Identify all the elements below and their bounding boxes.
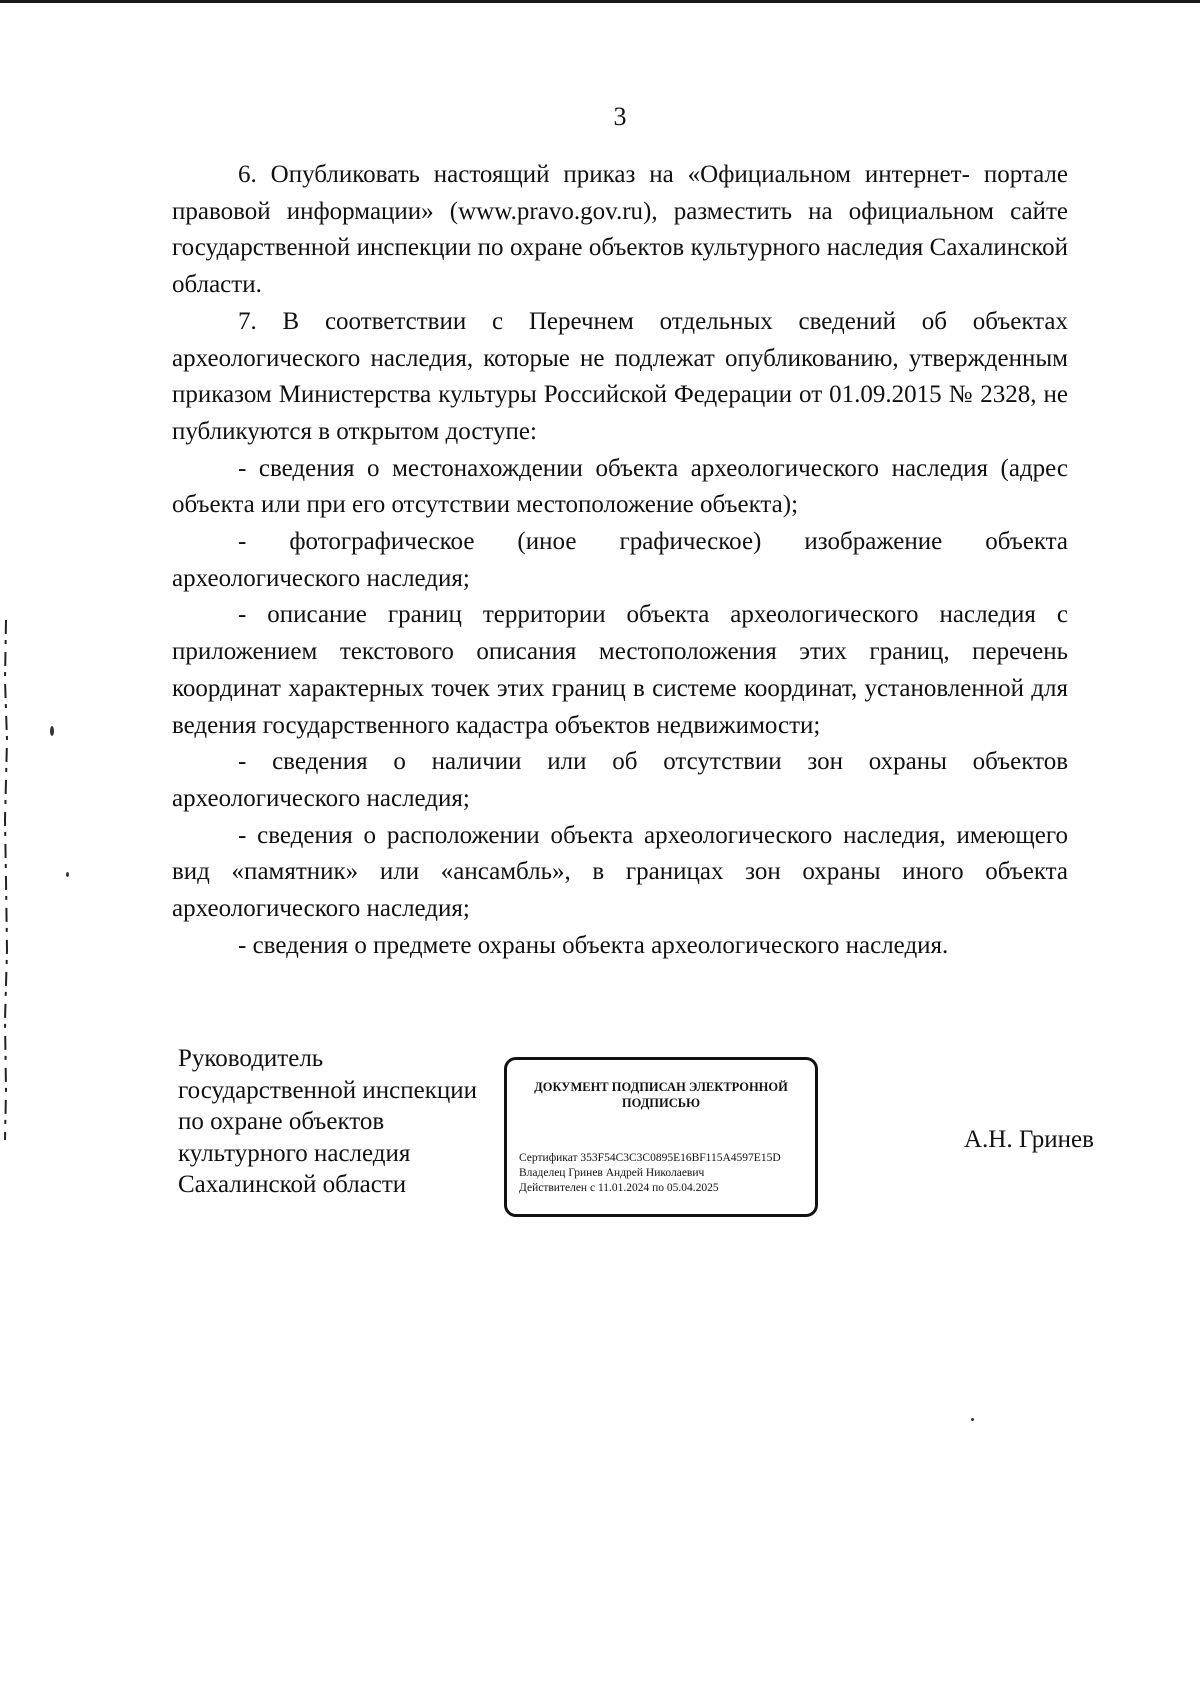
signer-name: А.Н. Гринев [964,1126,1094,1153]
electronic-signature-stamp [504,1057,818,1217]
stamp-heading: ДОКУМЕНТ ПОДПИСАН ЭЛЕКТРОННОЙ ПОДПИСЬЮ [534,1080,788,1110]
list-item: - сведения о расположении объекта археологического наследия, имеющего вид «памятник» или «ансамбль», в границах зон охраны иного объекта археологического наследия; [172,821,1068,923]
top-border-line [0,0,1200,3]
stamp-validity: Действителен с 11.01.2024 по 05.04.2025 [519,1182,719,1194]
scan-speck [50,726,54,736]
list-item: - сведения о местонахождении объекта археологического наследия (адрес объекта или при его отсутствии местоположение объекта); [172,454,1068,519]
paragraph-6: 6. Опубликовать настоящий приказ на «Официальном интернет- портале правовой информации» (www.pravo.gov.ru), разместить на официальном сайте государственной инспекции по охране объектов культурного наследия Сахалинской области. [172,161,1068,299]
list-item: - сведения о предмете охраны объекта археологического наследия. [238,931,949,959]
paragraph-7: 7. В соответствии с Перечнем отдельных сведений об объектах археологического наследия, которые не подлежат опубликованию, утвержденным приказом Министерства культуры Российской Федерации от 01.09.2015 № 2328, не публикуются в открытом доступе: [172,307,1068,445]
list-item: - сведения о наличии или об отсутствии зон охраны объектов археологического наследия; [172,748,1068,812]
signer-position: Руководитель государственной инспекции по охране объектов культурного наследия Сахалинской области [178,1045,478,1198]
document-body [172,157,1068,964]
stamp-certificate: Сертификат 353F54C3C3C0895E16BF115A4597E15D [519,1152,781,1164]
scan-speck [66,872,69,877]
list-item: - описание границ территории объекта археологического наследия с приложением текстового описания местоположения этих границ, перечень координат характерных точек этих границ в системе координат, установленной для ведения государственного кадастра объектов недвижимости; [172,601,1068,739]
stamp-owner: Владелец Гринев Андрей Николаевич [519,1167,705,1179]
page-number: 3 [613,102,627,131]
scan-speck [971,1418,974,1421]
list-item: - фотографическое (иное графическое) изображение объекта археологического наследия; [172,528,1068,592]
scan-edge-marks [0,620,12,1140]
